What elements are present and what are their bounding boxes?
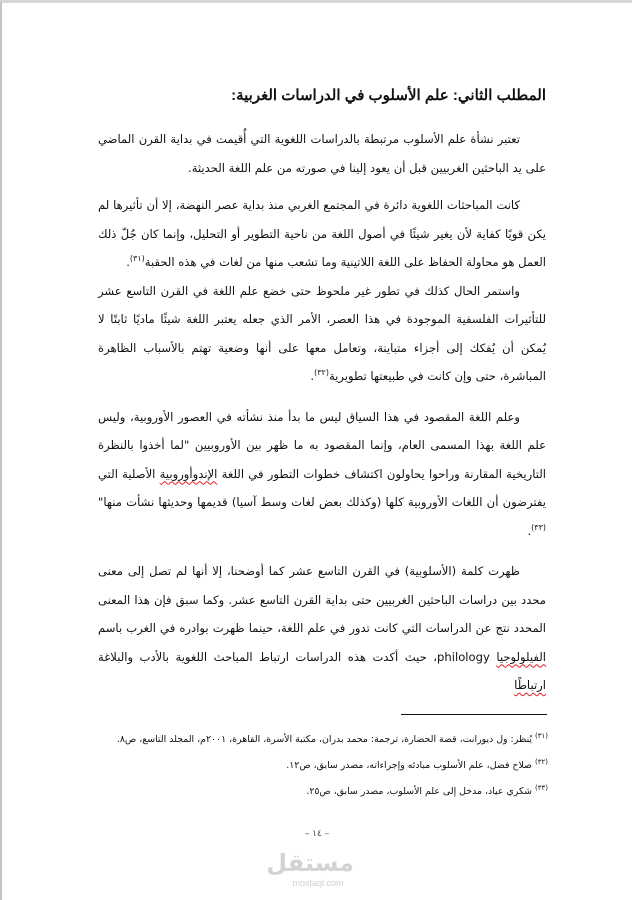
paragraph-5-text-b: ، حيث أكدت هذه الدراسات ارتباط المباحث اللغوية بالأدب والبلاغة [98,649,438,664]
footnotes [98,730,548,808]
footnote-32 [98,756,548,775]
watermark-logo [266,849,354,897]
footnote-31 [98,730,548,749]
footnote-number: (٣١) [535,731,548,740]
paragraph-3-end: . [310,369,315,383]
watermark-arabic: مستقل [266,849,354,877]
footnote-ref-32[interactable]: (٣٢) [314,368,329,378]
footnote-ref-31[interactable]: (٣١) [129,254,145,264]
paragraph-3-text: واستمر الحال كذلك في تطور غير ملحوظ حتى خضع علم اللغة في القرن التاسع عشر للتأثيرات الفلسفية الموجودة في هذا العصر، الأمر الذي جعله يعتبر اللغة شيئًا ماديًا ثابتًا لا يُمكن أن يُفكك إلى أجزاء متباينة، وتعامل معها على أنها وضعية تهتم بالأسباب الظاهرة المباشرة، حتى وإن كانت في طبيعتها تطويرية [98,283,546,383]
paragraph-5 [98,557,546,700]
watermark-latin: mostaql.com [292,878,344,888]
paragraph-2-end: . [126,255,130,269]
footnote-text: يُنظر: ول ديورانت، قصة الحضارة، ترجمة: محمد بدران، مكتبة الأسرة، القاهرة، ٢٠٠١م، المجلد التاسع، ص٨. [116,734,535,745]
paragraph-5-text-a: ظهرت كلمة (الأسلوبية) في القرن التاسع عشر كما أوضحنا، إلا أنها لم تصل إلى معنى محدد بين دراسات الباحثين الغربيين حتى بداية القرن التاسع عشر. وكما سبق فإن هذا المعنى المحدد نتج عن الدراسات التي كانت تدور في علم اللغة، حينما ظهرت بوادره في الغرب باسم [98,564,546,635]
spellcheck-word[interactable]: الإندوأوروبية [159,466,218,481]
latin-term: philology [437,649,490,664]
footnote-33 [98,782,548,801]
paragraph-3 [98,277,546,391]
footnote-text: شكري عياد، مدخل إلى علم الأسلوب، مصدر سابق، ص٢٥. [306,786,535,797]
paragraph-4-text-b: الأصلية التي يفترضون أن اللغات الأوروبية كلها (وكذلك بعض لغات وسط آسيا) قديمها وحديثها نشأت منها" [98,466,546,509]
footnote-number: (٣٢) [535,757,548,766]
footnote-number: (٣٣) [535,783,548,792]
paragraph-4-text-a: وعلم اللغة المقصود في هذا السياق ليس ما بدأ منذ نشأته في العصور الأوروبية، وليس علم اللغة بهذا المسمى العام، وإنما المقصود به ما ظهر بين الأوروبيين "لما أخذوا بالنظرة التاريخية المقارنة وراحوا يحاولون اكتشاف خطوات التطور في اللغة [98,409,546,481]
spellcheck-word[interactable]: ارتباطًا [514,678,546,692]
paragraph-2-text: كانت المباحثات اللغوية دائرة في المجتمع الغربي منذ بداية عصر النهضة، إلا أن تأثيرها لم يكن قويًا كفاية لأن يغير شيئًا في أصول اللغة من ناحية التطوير أو التحليل، وإنما كان جُلّ ذلك العمل هو محاولة الحفاظ على اللغة اللاتينية وما تشعب منها من لغات في هذه الحقبة [98,198,546,269]
spellcheck-word[interactable]: الفيلولوجيا [496,649,546,664]
paragraph-4-end: . [527,523,532,538]
section-heading: المطلب الثاني: علم الأسلوب في الدراسات الغربية: [231,87,546,104]
paragraph-4 [98,403,546,546]
footnote-text: صلاح فضل، علم الأسلوب مبادئه وإجراءاته، مصدر سابق، ص١٢. [286,760,535,771]
document-body [98,83,546,700]
page-number: – ١٤ – [304,829,330,839]
paragraph-1: تعتبر نشأة علم الأسلوب مرتبطة بالدراسات اللغوية التي أُقيمت في بداية القرن الماضي على يد الباحثين الغربيين قبل أن يعود إلينا في صورته من علم اللغة الحديثة. [98,132,546,175]
footnote-ref-33[interactable]: (٣٣) [531,522,546,532]
paragraph-2 [98,191,546,277]
footnote-separator [401,714,547,715]
